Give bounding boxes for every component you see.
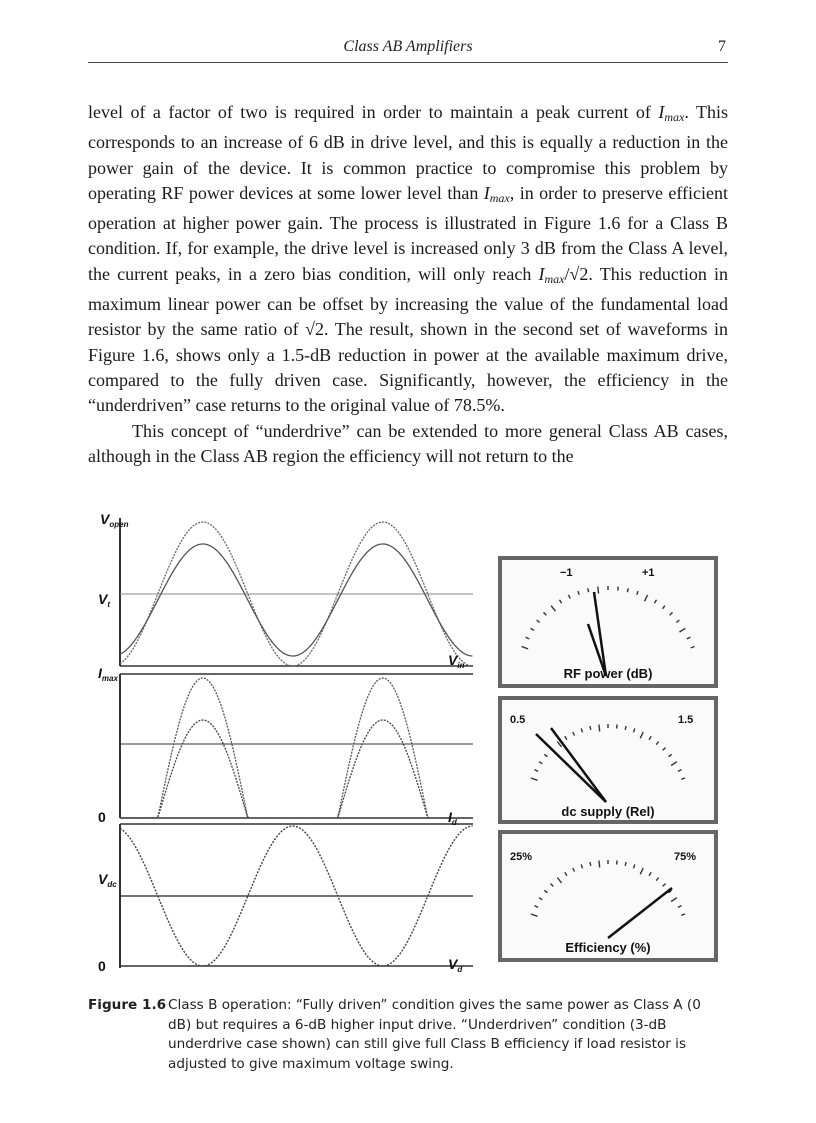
meter-scale-left: 0.5 [510, 714, 526, 726]
text-run: , in order to preserve efficient operation at higher power gain. The process is illustrated in Figure 1.6 for a Class B condition. If, for example, the drive level is increased only 3 dB from the Class A level, the current peaks, in a zero bias condition, will only reach [88, 182, 728, 284]
sqrt2-term: √2 [305, 319, 325, 340]
vt-sub: t [107, 600, 111, 609]
imax-label: I [98, 665, 102, 681]
meter-tick [625, 726, 626, 730]
meter-tick [599, 861, 600, 868]
v-open-sub: open [109, 520, 129, 529]
svg-text:Vin [448, 652, 465, 670]
vdc-label: V [98, 871, 108, 887]
paragraph-1 [88, 100, 728, 419]
v-open-label: V [100, 511, 110, 527]
meter-tick [625, 862, 626, 866]
text-run: level of a factor of two is required in order to maintain a peak current of [88, 102, 659, 122]
imax-subscript: max [489, 190, 510, 205]
vd-label: V [448, 956, 458, 972]
vin-label: V [448, 652, 458, 668]
meter-tick [617, 861, 618, 865]
zero-label-top: 0 [98, 809, 106, 825]
meter-rf-power [500, 558, 716, 686]
imax-subscript: max [544, 271, 565, 286]
zero-label-bottom: 0 [98, 958, 106, 974]
meter-tick [590, 726, 591, 730]
paragraph-2: This concept of “underdrive” can be extended to more general Class AB cases, although in the Class AB region the efficiency will not return to the [88, 420, 728, 466]
svg-text:Vdc [98, 871, 117, 889]
meter-scale-left: −1 [560, 567, 573, 579]
imax-symbol: I [538, 263, 545, 284]
meter-dc-supply [500, 698, 716, 822]
svg-text:Vd [448, 956, 463, 974]
ratio-term: /√2 [564, 263, 589, 284]
body-text [88, 100, 728, 469]
meter-title: dc supply (Rel) [561, 804, 655, 819]
id-underdrive-waveform [120, 720, 473, 818]
vd-underdrive-waveform [120, 544, 473, 656]
meter-tick [617, 725, 618, 729]
meter-scale-right: 1.5 [678, 714, 694, 726]
page-header [88, 38, 728, 63]
meter-title: RF power (dB) [563, 666, 653, 681]
svg-text:Vopen [100, 511, 129, 529]
imax-symbol: I [658, 102, 665, 122]
caption-label: Figure 1.6 [88, 997, 167, 1013]
axis-labels [98, 511, 465, 974]
panel-voltage [120, 518, 473, 666]
svg-text:Id [448, 809, 458, 827]
id-sub: d [451, 818, 457, 827]
meter-efficiency [500, 832, 716, 960]
meter-scale-right: +1 [642, 567, 655, 579]
vd-sub: d [457, 965, 463, 974]
vdc-sub: dc [107, 880, 117, 889]
meter-scale-right: 75% [674, 851, 697, 863]
svg-text:Vt [98, 591, 110, 609]
caption-text: Class B operation: “Fully driven” condition gives the same power as Class A (0 dB) but requires a 6-dB higher input drive. “Underdriven” condition (3-dB underdrive case shown) can still give full Class B efficiency if load resistor is adjusted to give maximum voltage swing. [168, 997, 701, 1072]
id-full-drive-waveform [120, 678, 473, 818]
meter-scale-left: 25% [510, 851, 533, 863]
meter-title: Efficiency (%) [565, 940, 651, 955]
meter-tick [599, 725, 600, 732]
meter-tick [588, 588, 589, 592]
figure-graphic [88, 506, 728, 978]
id-label: I [448, 809, 452, 825]
imax-symbol: I [483, 182, 490, 203]
svg-text:Imax [98, 665, 118, 683]
figure-1-6 [88, 506, 728, 978]
meter-tick [627, 588, 628, 592]
imax-subscript: max [664, 110, 685, 124]
text-run: . The result, shown in the second set of waveforms in Figure 1.6, shows only a 1.5-dB reduction in power at the available maximum drive, compared to the fully driven case. Significantly, however, the efficiency in the “underdriven” case returns to the original value of 78.5%. [88, 319, 728, 416]
text-run: . This corresponds to an increase of 6 dB in drive level, and this is equally a reduction in the power gain of the device. It is common practice to compromise this problem by operating RF power devices at some lower level than [88, 102, 728, 203]
imax-sub: max [101, 674, 118, 683]
meter-tick [598, 587, 599, 594]
panel-current [120, 674, 473, 818]
panel-drain-voltage [120, 824, 473, 968]
page-number: 7 [718, 38, 726, 55]
vt-label: V [98, 591, 108, 607]
running-head: Class AB Amplifiers [343, 38, 473, 55]
text-run: . This reduction in maximum linear power can be offset by increasing the value of the fundamental load resistor by the same ratio of [88, 263, 729, 340]
meter-tick [590, 862, 591, 866]
vin-sub: in [457, 661, 465, 670]
